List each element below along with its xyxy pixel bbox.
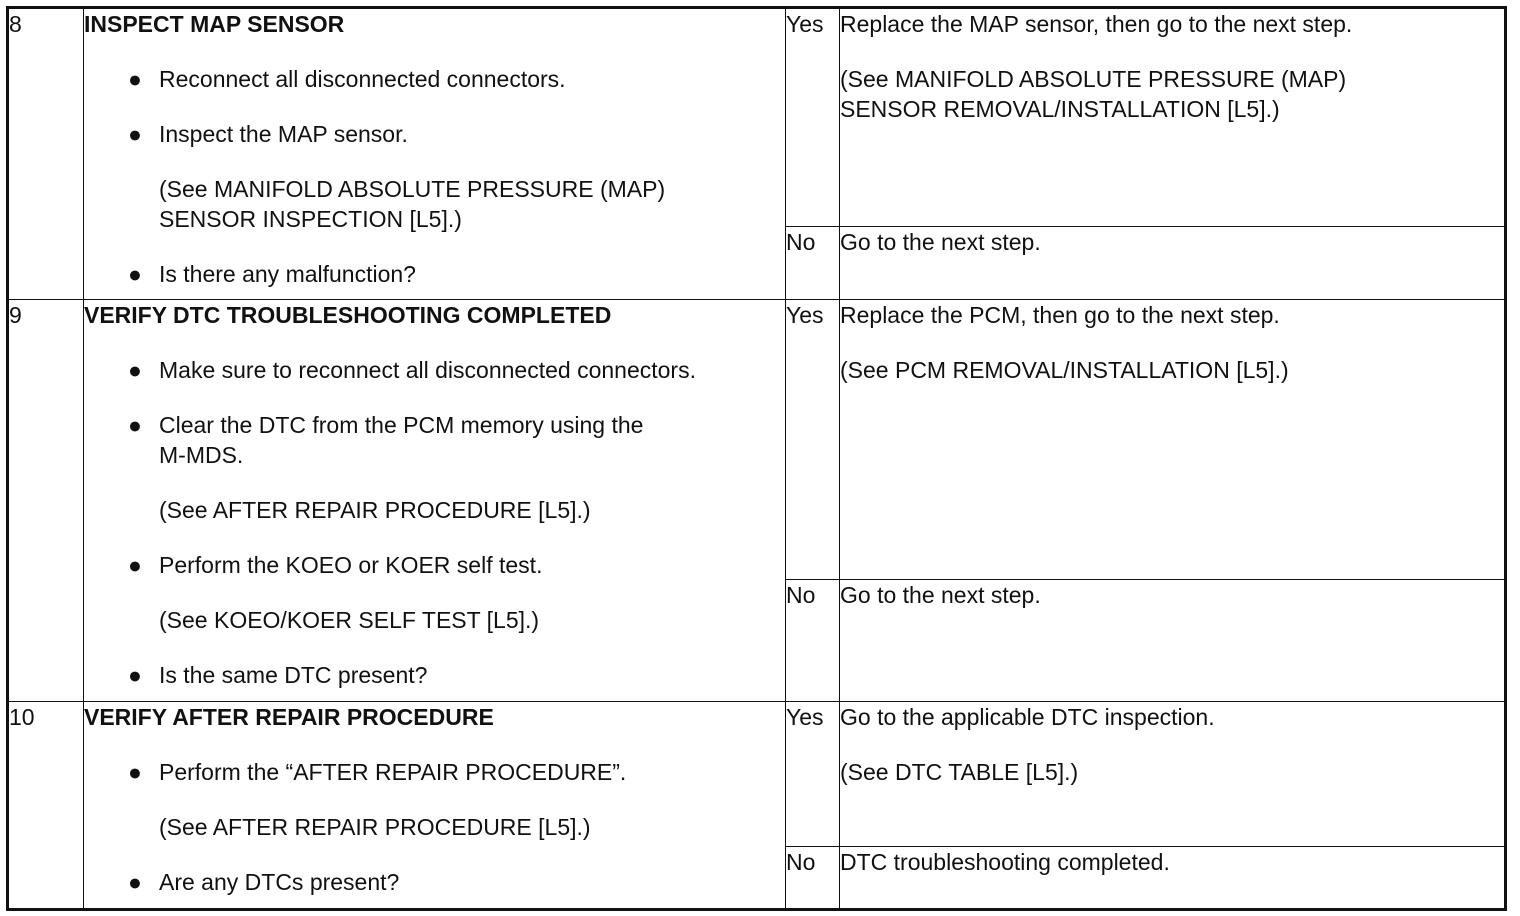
bullet-text: Reconnect all disconnected connectors. (159, 66, 566, 92)
step-number: 9 (8, 300, 84, 702)
result-action: Go to the applicable DTC inspection. (840, 704, 1215, 730)
bullet-icon: ● (128, 66, 142, 92)
result-reference: (See DTC TABLE [L5].) (840, 759, 1079, 785)
step-number: 8 (8, 8, 84, 300)
list-item (84, 660, 785, 690)
result-reference: (See PCM REMOVAL/INSTALLATION [L5].) (840, 357, 1289, 383)
step-number: 10 (8, 702, 84, 910)
bullet-text: Is there any malfunction? (159, 261, 416, 287)
result-reference: (See MANIFOLD ABSOLUTE PRESSURE (MAP) SENSOR REMOVAL/INSTALLATION [L5].) (840, 66, 1347, 122)
step-title: VERIFY DTC TROUBLESHOOTING COMPLETED (84, 302, 612, 328)
table-row (8, 300, 1506, 580)
table-row (8, 8, 1506, 227)
result-action: Go to the next step. (840, 229, 1041, 255)
troubleshooting-table (6, 6, 1507, 911)
reference-note: (See AFTER REPAIR PROCEDURE [L5].) (159, 814, 591, 840)
bullet-text: Make sure to reconnect all disconnected connectors. (159, 357, 696, 383)
list-item (84, 757, 785, 787)
step-title: INSPECT MAP SENSOR (84, 11, 345, 37)
yes-result (840, 702, 1506, 847)
reference-line: (See MANIFOLD ABSOLUTE PRESSURE (MAP) (159, 176, 666, 202)
reference-note (84, 174, 785, 234)
list-item (84, 119, 785, 149)
no-label: No (786, 227, 840, 300)
table-row (8, 702, 1506, 847)
list-item (84, 410, 785, 470)
bullet-text: Are any DTCs present? (159, 869, 400, 895)
no-label: No (786, 847, 840, 910)
bullet-icon: ● (128, 662, 142, 688)
yes-result (840, 300, 1506, 580)
result-action: Go to the next step. (840, 582, 1041, 608)
bullet-icon: ● (128, 552, 142, 578)
list-item (84, 259, 785, 289)
no-result (840, 847, 1506, 910)
bullet-icon: ● (128, 357, 142, 383)
bullet-text: M-MDS. (159, 442, 244, 468)
no-result (840, 227, 1506, 300)
step-title: VERIFY AFTER REPAIR PROCEDURE (84, 704, 494, 730)
bullet-icon: ● (128, 261, 142, 287)
reference-note: (See AFTER REPAIR PROCEDURE [L5].) (159, 497, 591, 523)
result-action: Replace the MAP sensor, then go to the next step. (840, 11, 1353, 37)
bullet-text: Perform the KOEO or KOER self test. (159, 552, 543, 578)
list-item (84, 355, 785, 385)
yes-label: Yes (786, 300, 840, 580)
list-item (84, 550, 785, 580)
step-description (84, 300, 786, 702)
no-result (840, 580, 1506, 702)
result-action: Replace the PCM, then go to the next step. (840, 302, 1280, 328)
no-label: No (786, 580, 840, 702)
list-item (84, 867, 785, 897)
bullet-text: Perform the “AFTER REPAIR PROCEDURE”. (159, 759, 627, 785)
bullet-text: Is the same DTC present? (159, 662, 428, 688)
bullet-text: Inspect the MAP sensor. (159, 121, 408, 147)
result-action: DTC troubleshooting completed. (840, 849, 1170, 875)
reference-note: (See KOEO/KOER SELF TEST [L5].) (159, 607, 540, 633)
yes-label: Yes (786, 702, 840, 847)
bullet-icon: ● (128, 759, 142, 785)
bullet-icon: ● (128, 121, 142, 147)
step-description (84, 702, 786, 910)
list-item (84, 64, 785, 94)
yes-label: Yes (786, 8, 840, 227)
yes-result (840, 8, 1506, 227)
bullet-icon: ● (128, 869, 142, 895)
bullet-text: Clear the DTC from the PCM memory using the (159, 412, 644, 438)
step-description (84, 8, 786, 300)
bullet-icon: ● (128, 412, 142, 438)
reference-line: SENSOR INSPECTION [L5].) (159, 206, 462, 232)
